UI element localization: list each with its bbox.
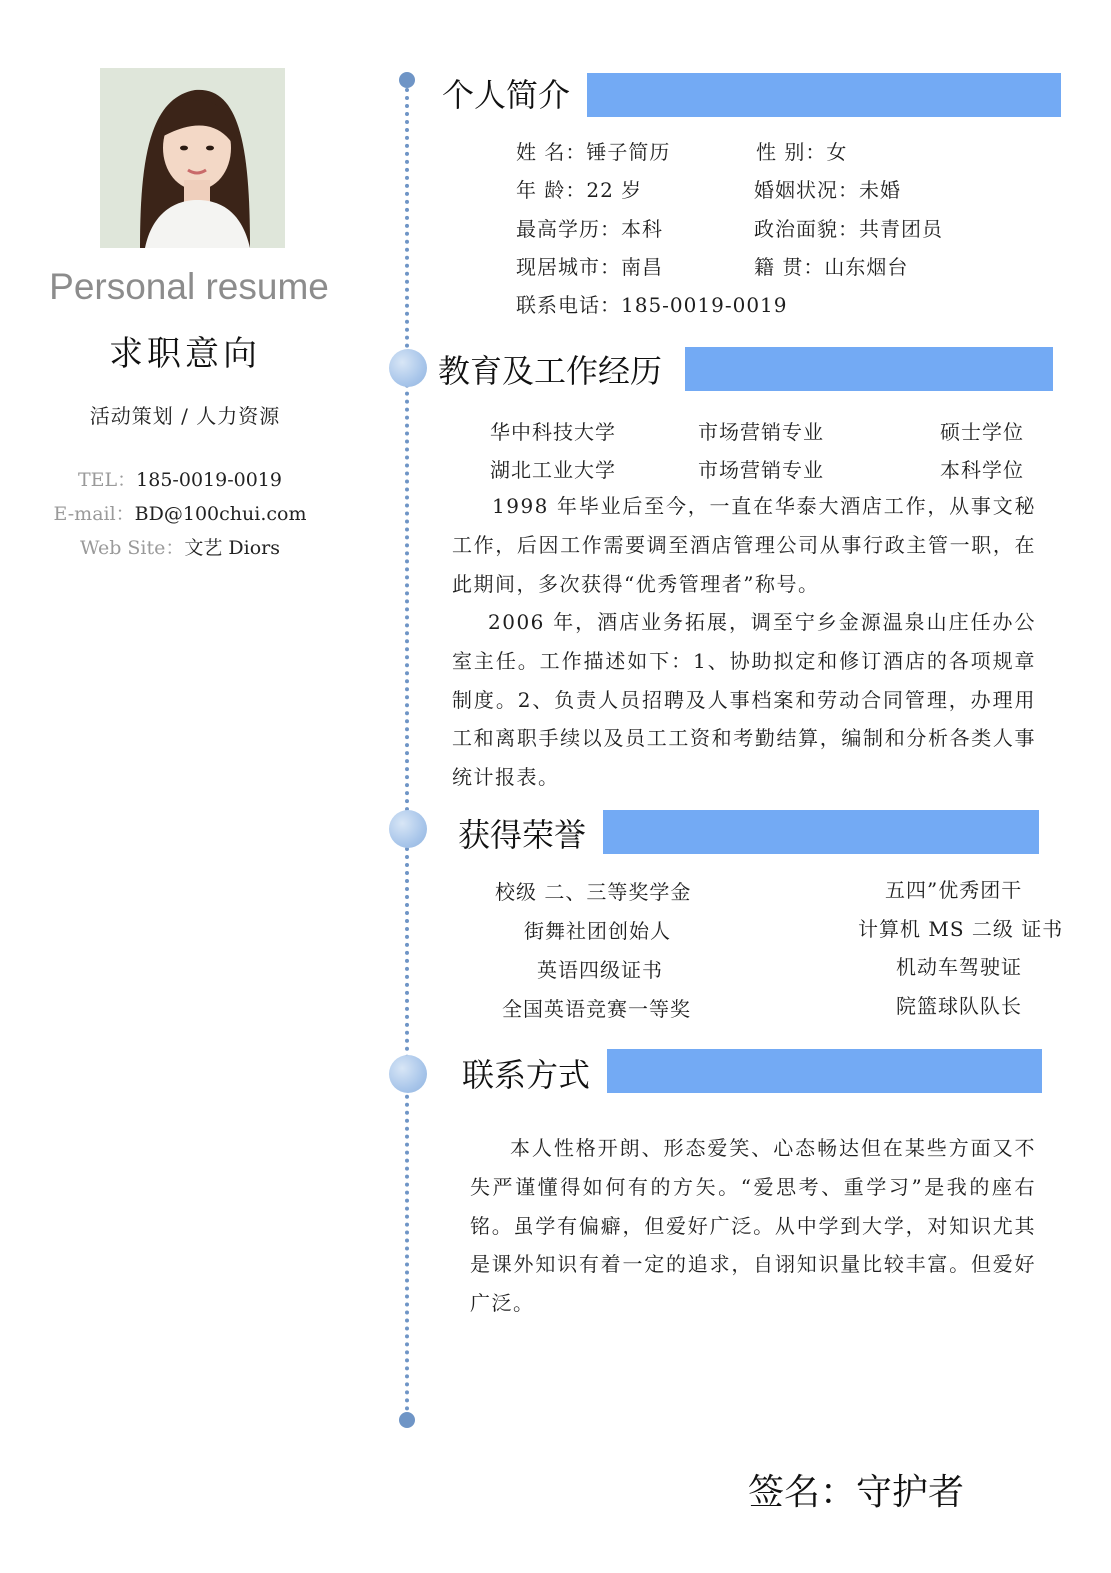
edu-school: 华中科技大学 xyxy=(490,420,616,444)
field-value: 女 xyxy=(826,140,848,164)
field-value: 未婚 xyxy=(859,178,901,202)
contact-label: E-mail： xyxy=(53,503,135,525)
honor-item: 机动车驾驶证 xyxy=(896,955,1022,979)
timeline-node-education xyxy=(389,349,427,387)
contact-value: BD@100chui.com xyxy=(134,503,307,525)
field-value: 本科 xyxy=(621,217,663,241)
edu-school: 湖北工业大学 xyxy=(490,458,616,482)
self-description-paragraph: 本人性格开朗、形态爱笑、心态畅达但在某些方面又不失严谨懂得如何有的方矢。“爱思考、重学习”是我的座右铭。虽学有偏癖，但爱好广泛。从中学到大学，对知识尤其是课外知识有着一定的追求，自诩知识量比较丰富。但爱好广泛。 xyxy=(470,1136,1036,1316)
profile-field-phone xyxy=(516,289,788,318)
field-value: 南昌 xyxy=(621,255,663,279)
section-title-profile: 个人简介 xyxy=(442,76,571,114)
edu-major: 市场营销专业 xyxy=(698,420,824,444)
field-label: 年 龄： xyxy=(516,178,587,202)
honor-item: 院篮球队队长 xyxy=(896,994,1022,1018)
timeline-end-dot xyxy=(399,1412,415,1428)
objective-roles: 活动策划 / 人力资源 xyxy=(89,404,281,428)
contact-label: TEL： xyxy=(78,469,137,491)
field-value: 185-0019-0019 xyxy=(621,293,788,317)
section-title-contact: 联系方式 xyxy=(462,1056,591,1094)
field-label: 姓 名： xyxy=(516,140,587,164)
profile-photo xyxy=(100,68,285,248)
field-value: 锤子简历 xyxy=(586,140,671,164)
contact-tel xyxy=(20,465,340,492)
section-bar-education xyxy=(685,347,1053,391)
honor-item: 英语四级证书 xyxy=(537,958,663,982)
honor-item: 校级 二、三等奖学金 xyxy=(495,880,692,904)
timeline-node-contact xyxy=(389,1055,427,1093)
field-value: 共青团员 xyxy=(859,217,943,241)
timeline-start-dot xyxy=(399,72,415,88)
field-label: 婚姻状况： xyxy=(754,178,859,202)
field-value: 22 岁 xyxy=(586,178,643,202)
edu-degree: 本科学位 xyxy=(940,458,1024,482)
contact-website xyxy=(20,533,340,560)
section-bar-contact xyxy=(607,1049,1042,1093)
honor-item: 五四”优秀团干 xyxy=(885,878,1023,902)
edu-major: 市场营销专业 xyxy=(698,458,824,482)
profile-field-education xyxy=(516,213,663,242)
field-label: 籍 贯： xyxy=(754,255,825,279)
field-value: 山东烟台 xyxy=(824,255,909,279)
profile-field-city xyxy=(516,251,663,280)
timeline-node-honors xyxy=(389,810,427,848)
objective-title: 求职意向 xyxy=(109,334,261,374)
field-label: 现居城市： xyxy=(516,255,621,279)
honor-item: 街舞社团创始人 xyxy=(524,919,671,943)
contact-value: 文艺 Diors xyxy=(184,537,281,559)
profile-field-hometown xyxy=(754,251,908,280)
contact-email xyxy=(20,499,340,526)
section-bar-honors xyxy=(603,810,1039,854)
section-title-honors: 获得荣誉 xyxy=(458,816,587,854)
profile-field-gender xyxy=(756,136,847,165)
field-label: 性 别： xyxy=(756,140,827,164)
work-paragraph-2: 2006 年，酒店业务拓展，调至宁乡金源温泉山庄任办公室主任。工作描述如下：1、协助拟定和修订酒店的各项规章制度。2、负责人员招聘及人事档案和劳动合同管理，办理用工和离职手续以及员工工资和考勤结算，编制和分析各类人事统计报表。 xyxy=(452,610,1036,790)
portrait-illustration xyxy=(100,68,285,248)
timeline-line xyxy=(405,80,409,1420)
contact-value: 185-0019-0019 xyxy=(136,469,282,491)
section-bar-profile xyxy=(587,73,1061,117)
profile-field-name xyxy=(516,136,670,165)
honor-item: 计算机 MS 二级 证书 xyxy=(858,917,1064,941)
section-title-education: 教育及工作经历 xyxy=(438,352,663,390)
field-label: 联系电话： xyxy=(516,293,621,317)
signature: 签名：守护者 xyxy=(748,1472,965,1513)
field-label: 最高学历： xyxy=(516,217,621,241)
name-english: Personal resume xyxy=(49,266,329,307)
contact-label: Web Site： xyxy=(79,537,185,559)
profile-field-marital xyxy=(754,174,901,203)
field-label: 政治面貌： xyxy=(754,217,859,241)
profile-field-age xyxy=(516,174,642,203)
edu-degree: 硕士学位 xyxy=(940,420,1024,444)
profile-field-political xyxy=(754,213,943,242)
honor-item: 全国英语竞赛一等奖 xyxy=(502,997,691,1021)
work-paragraph-1: 1998 年毕业后至今，一直在华泰大酒店工作，从事文秘工作，后因工作需要调至酒店管理公司从事行政主管一职，在此期间，多次获得“优秀管理者”称号。 xyxy=(452,494,1036,596)
